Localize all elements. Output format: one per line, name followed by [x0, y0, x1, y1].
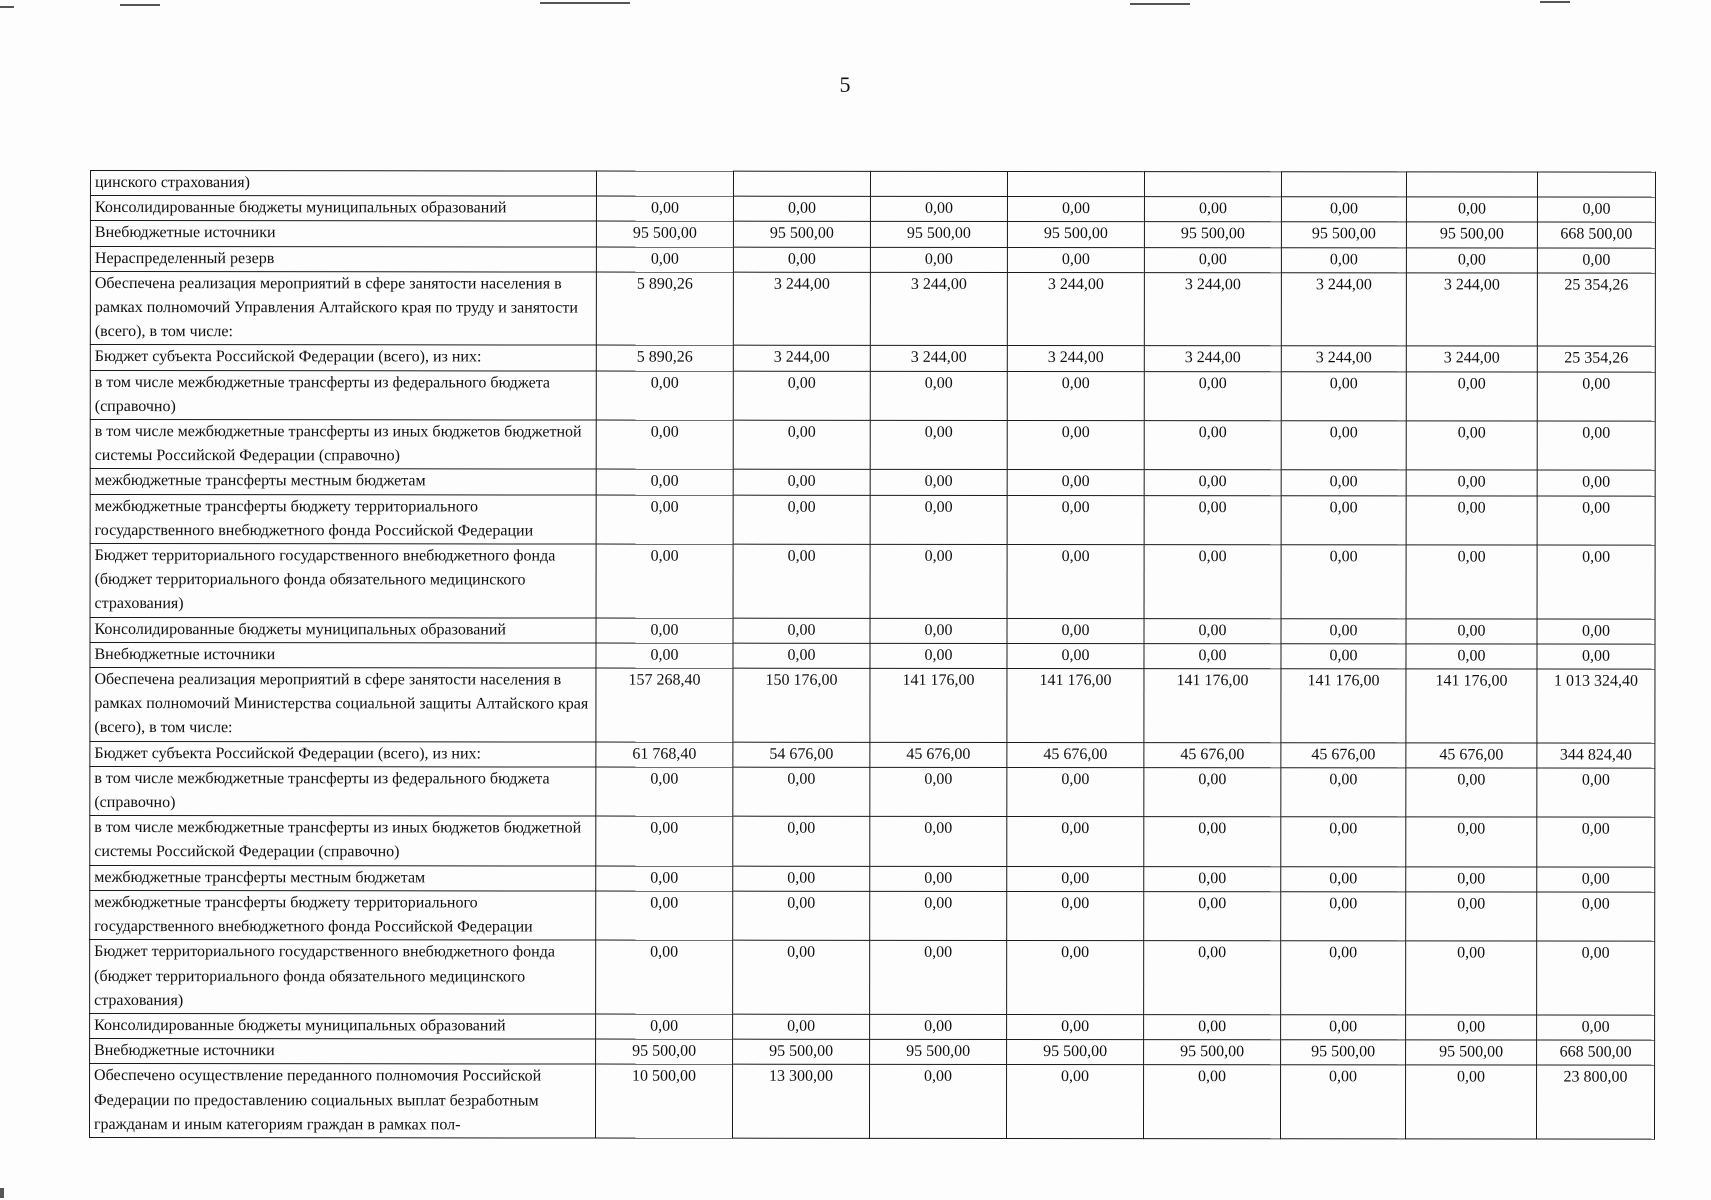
- cell-value: 0,00: [1144, 618, 1281, 643]
- table-row: [89, 1064, 1654, 1139]
- cell-value: 0,00: [733, 1014, 870, 1039]
- cell-value: 0,00: [1406, 197, 1537, 222]
- cell-value: 3 244,00: [733, 272, 870, 346]
- cell-value: 0,00: [870, 197, 1007, 222]
- cell-value: 0,00: [733, 891, 870, 941]
- cell-value: 0,00: [1144, 470, 1281, 495]
- cell-value: 95 500,00: [1007, 222, 1144, 247]
- cell-value: 0,00: [733, 196, 870, 221]
- cell-value: 0,00: [870, 891, 1007, 941]
- cell-value: 61 768,40: [596, 742, 733, 767]
- cell-total: 25 354,26: [1537, 273, 1655, 347]
- cell-value: 95 500,00: [1406, 1040, 1537, 1065]
- cell-total: 0,00: [1537, 470, 1655, 495]
- cell-value: 0,00: [870, 643, 1007, 668]
- cell-value: 0,00: [1406, 372, 1537, 422]
- cell-value: 0,00: [870, 247, 1007, 272]
- cell-value: 0,00: [1406, 545, 1537, 619]
- cell-value: 0,00: [596, 1014, 733, 1039]
- cell-value: 0,00: [1007, 866, 1144, 891]
- cell-value: 45 676,00: [1007, 742, 1144, 767]
- row-label: Внебюджетные источники: [90, 1039, 596, 1065]
- row-label: межбюджетные трансферты бюджету территориального государственного внебюджетного фонда Российской Федерации: [90, 890, 596, 940]
- row-label: межбюджетные трансферты местным бюджетам: [90, 469, 596, 495]
- row-label: Бюджет субъекта Российской Федерации (всего), из них:: [90, 741, 596, 767]
- cell-value: 0,00: [596, 371, 733, 421]
- cell-value: 0,00: [733, 618, 870, 643]
- cell-value: [1007, 171, 1144, 196]
- cell-value: 0,00: [870, 544, 1007, 618]
- cell-total: 1 013 324,40: [1537, 669, 1655, 743]
- cell-value: 0,00: [733, 643, 870, 668]
- cell-value: 0,00: [596, 247, 733, 272]
- table-row: [90, 668, 1655, 743]
- cell-value: 0,00: [1007, 420, 1144, 470]
- cell-value: 0,00: [870, 1014, 1007, 1039]
- cell-value: 95 500,00: [870, 1039, 1007, 1064]
- cell-value: 0,00: [1281, 892, 1406, 942]
- cell-total: 23 800,00: [1536, 1065, 1654, 1139]
- cell-total: 344 824,40: [1537, 743, 1655, 768]
- row-label: Бюджет территориального государственного внебюджетного фонда (бюджет территориального фонда обязательного медицинского страхования): [90, 940, 596, 1014]
- table-row: [90, 469, 1655, 496]
- table-row: [90, 890, 1655, 941]
- cell-value: 0,00: [1144, 421, 1281, 471]
- cell-total: 0,00: [1537, 817, 1655, 867]
- cell-value: 0,00: [870, 866, 1007, 891]
- cell-value: 0,00: [1007, 891, 1144, 941]
- table-row: [90, 246, 1655, 273]
- cell-value: 0,00: [733, 470, 870, 495]
- cell-value: 0,00: [1406, 247, 1537, 272]
- cell-value: 0,00: [1406, 619, 1537, 644]
- table-row: [90, 345, 1655, 372]
- cell-value: 0,00: [1144, 371, 1281, 421]
- cell-value: 54 676,00: [733, 742, 870, 767]
- cell-value: 3 244,00: [733, 346, 870, 371]
- cell-value: 3 244,00: [1406, 346, 1537, 371]
- cell-value: 0,00: [1281, 941, 1406, 1015]
- cell-value: 0,00: [1144, 941, 1281, 1015]
- table-row: [90, 617, 1655, 644]
- cell-value: 0,00: [870, 470, 1007, 495]
- cell-total: 0,00: [1537, 619, 1655, 644]
- table-row: [90, 271, 1655, 346]
- row-label: цинского страхования): [90, 171, 596, 197]
- cell-value: 0,00: [1281, 197, 1406, 222]
- cell-value: 141 176,00: [870, 668, 1007, 742]
- cell-value: 95 500,00: [1281, 1040, 1406, 1065]
- table-row: [90, 1039, 1655, 1066]
- cell-total: [1537, 172, 1655, 197]
- cell-value: 3 244,00: [1281, 273, 1406, 347]
- cell-value: 0,00: [1281, 1015, 1406, 1040]
- cell-value: 0,00: [1281, 371, 1406, 421]
- cell-value: 0,00: [1281, 545, 1406, 619]
- table-row: [90, 741, 1655, 768]
- cell-value: 0,00: [1144, 866, 1281, 891]
- cell-value: 0,00: [870, 817, 1007, 867]
- cell-value: 0,00: [733, 371, 870, 421]
- cell-value: 150 176,00: [733, 668, 870, 742]
- cell-total: 0,00: [1537, 644, 1655, 669]
- cell-value: 0,00: [870, 618, 1007, 643]
- cell-value: 0,00: [1007, 495, 1144, 545]
- table-row: [90, 865, 1655, 892]
- table-row: [90, 221, 1655, 248]
- row-label: Консолидированные бюджеты муниципальных образований: [90, 617, 596, 643]
- cell-value: 0,00: [733, 495, 870, 545]
- cell-value: 45 676,00: [1144, 742, 1281, 767]
- cell-total: 668 500,00: [1537, 222, 1655, 247]
- cell-value: 0,00: [1406, 496, 1537, 546]
- cell-value: 0,00: [1144, 1015, 1281, 1040]
- cell-value: 0,00: [1007, 470, 1144, 495]
- cell-value: 95 500,00: [596, 1039, 733, 1064]
- row-label: Консолидированные бюджеты муниципальных образований: [90, 1013, 596, 1039]
- cell-value: 0,00: [733, 420, 870, 470]
- cell-value: 0,00: [870, 767, 1007, 817]
- cell-value: 0,00: [1406, 768, 1537, 818]
- cell-value: [1281, 172, 1406, 197]
- cell-value: 0,00: [1281, 470, 1406, 495]
- cell-value: 0,00: [1281, 618, 1406, 643]
- cell-value: 0,00: [1406, 867, 1537, 892]
- cell-value: 0,00: [596, 544, 733, 618]
- table-row: [90, 171, 1655, 198]
- cell-value: 45 676,00: [1406, 743, 1537, 768]
- cell-value: 3 244,00: [1144, 346, 1281, 371]
- row-label: Консолидированные бюджеты муниципальных образований: [90, 196, 596, 222]
- cell-value: 0,00: [596, 816, 733, 866]
- cell-value: 0,00: [1406, 941, 1537, 1015]
- cell-value: 10 500,00: [595, 1064, 732, 1138]
- cell-value: 0,00: [1281, 247, 1406, 272]
- table-row: [90, 1013, 1655, 1040]
- cell-value: 0,00: [596, 469, 733, 494]
- cell-value: 0,00: [870, 495, 1007, 545]
- cell-value: 0,00: [596, 618, 733, 643]
- cell-value: 141 176,00: [1281, 669, 1406, 743]
- budget-table: [89, 170, 1656, 1140]
- cell-value: 0,00: [596, 891, 733, 941]
- table-row: [90, 370, 1655, 421]
- cell-value: 0,00: [1007, 197, 1144, 222]
- cell-value: 0,00: [596, 767, 733, 817]
- cell-value: 0,00: [870, 941, 1007, 1015]
- cell-value: 0,00: [1144, 495, 1281, 545]
- cell-value: 141 176,00: [1144, 669, 1281, 743]
- cell-value: 0,00: [1144, 643, 1281, 668]
- cell-value: 0,00: [733, 544, 870, 618]
- cell-value: [870, 171, 1007, 196]
- row-label: Бюджет территориального государственного внебюджетного фонда (бюджет территориального фонда обязательного медицинского страхования): [90, 544, 596, 618]
- cell-value: 5 890,26: [596, 345, 733, 370]
- cell-value: 0,00: [1406, 892, 1537, 942]
- cell-value: 0,00: [596, 643, 733, 668]
- page-number: 5: [839, 72, 851, 97]
- cell-value: 0,00: [596, 495, 733, 545]
- cell-total: 25 354,26: [1537, 346, 1655, 371]
- cell-value: 0,00: [1144, 767, 1281, 817]
- cell-value: 0,00: [1406, 421, 1537, 471]
- cell-value: 0,00: [1281, 644, 1406, 669]
- cell-value: 5 890,26: [596, 272, 733, 346]
- cell-total: 0,00: [1537, 1015, 1655, 1040]
- cell-value: 0,00: [1406, 470, 1537, 495]
- cell-value: 0,00: [733, 940, 870, 1014]
- cell-total: 0,00: [1537, 892, 1655, 942]
- row-label: Обеспечено осуществление переданного полномочия Российской Федерации по предоставлению социальных выплат безработным гражданам и иным категориям граждан в рамках пол-: [89, 1064, 595, 1138]
- cell-value: 0,00: [1007, 618, 1144, 643]
- table-row: [90, 544, 1655, 619]
- cell-total: 668 500,00: [1537, 1040, 1655, 1065]
- cell-value: 0,00: [596, 196, 733, 221]
- cell-value: 0,00: [1007, 941, 1144, 1015]
- row-label: в том числе межбюджетные трансферты из федерального бюджета (справочно): [90, 370, 596, 420]
- cell-value: 0,00: [870, 420, 1007, 470]
- row-label: в том числе межбюджетные трансферты из иных бюджетов бюджетной системы Российской Федерации (справочно): [90, 816, 596, 866]
- cell-value: 0,00: [1406, 817, 1537, 867]
- cell-value: 95 500,00: [1406, 222, 1537, 247]
- row-label: Нераспределенный резерв: [90, 246, 596, 272]
- cell-total: 0,00: [1537, 421, 1655, 471]
- cell-value: 0,00: [1007, 371, 1144, 421]
- cell-value: 0,00: [869, 1065, 1006, 1139]
- cell-total: 0,00: [1537, 197, 1655, 222]
- cell-value: 0,00: [1007, 643, 1144, 668]
- row-label: в том числе межбюджетные трансферты из иных бюджетов бюджетной системы Российской Федерации (справочно): [90, 420, 596, 470]
- cell-value: 95 500,00: [870, 222, 1007, 247]
- cell-value: 13 300,00: [732, 1064, 869, 1138]
- cell-total: 0,00: [1537, 496, 1655, 546]
- cell-value: [1406, 172, 1537, 197]
- cell-value: 0,00: [596, 940, 733, 1014]
- row-label: Внебюджетные источники: [90, 642, 596, 668]
- cell-value: 0,00: [1281, 768, 1406, 818]
- cell-value: 0,00: [870, 371, 1007, 421]
- cell-value: 3 244,00: [1144, 272, 1281, 346]
- cell-total: 0,00: [1537, 768, 1655, 818]
- cell-value: 0,00: [1144, 817, 1281, 867]
- cell-value: 95 500,00: [1281, 222, 1406, 247]
- cell-value: 95 500,00: [733, 222, 870, 247]
- cell-value: 3 244,00: [1007, 272, 1144, 346]
- cell-value: 0,00: [1007, 247, 1144, 272]
- cell-value: 0,00: [596, 420, 733, 470]
- cell-total: 0,00: [1537, 545, 1655, 619]
- cell-value: 45 676,00: [870, 742, 1007, 767]
- cell-value: 95 500,00: [1144, 222, 1281, 247]
- cell-value: 0,00: [1143, 1065, 1280, 1139]
- row-label: в том числе межбюджетные трансферты из федерального бюджета (справочно): [90, 766, 596, 816]
- row-label: Обеспечена реализация мероприятий в сфере занятости населения в рамках полномочий Министерства социальной защиты Алтайского края (всего), в том числе:: [90, 668, 596, 742]
- cell-value: 0,00: [733, 866, 870, 891]
- cell-value: 95 500,00: [1007, 1040, 1144, 1065]
- table-row: [90, 642, 1655, 669]
- cell-value: 3 244,00: [1007, 346, 1144, 371]
- cell-value: 0,00: [1007, 545, 1144, 619]
- table-row: [90, 940, 1655, 1015]
- row-label: Бюджет субъекта Российской Федерации (всего), из них:: [90, 345, 596, 371]
- table-row: [90, 816, 1655, 867]
- cell-value: 141 176,00: [1406, 669, 1537, 743]
- cell-value: 45 676,00: [1281, 742, 1406, 767]
- cell-value: [596, 171, 733, 196]
- cell-value: 3 244,00: [870, 272, 1007, 346]
- cell-value: [1144, 172, 1281, 197]
- cell-value: 95 500,00: [1144, 1040, 1281, 1065]
- cell-value: 0,00: [1144, 197, 1281, 222]
- table-row: [90, 420, 1655, 471]
- cell-value: 0,00: [1406, 1015, 1537, 1040]
- cell-value: 0,00: [1144, 247, 1281, 272]
- cell-value: 0,00: [1144, 545, 1281, 619]
- row-label: межбюджетные трансферты бюджету территориального государственного внебюджетного фонда Российской Федерации: [90, 494, 596, 544]
- cell-value: 0,00: [1281, 866, 1406, 891]
- cell-value: [733, 171, 870, 196]
- cell-value: 0,00: [1405, 1065, 1536, 1139]
- cell-total: 0,00: [1537, 372, 1655, 422]
- cell-total: 0,00: [1537, 867, 1655, 892]
- row-label: межбюджетные трансферты местным бюджетам: [90, 865, 596, 891]
- cell-value: 0,00: [1007, 1014, 1144, 1039]
- table-row: [90, 196, 1655, 223]
- cell-total: 0,00: [1537, 248, 1655, 273]
- table-row: [90, 766, 1655, 817]
- cell-value: 141 176,00: [1007, 669, 1144, 743]
- cell-value: 0,00: [733, 767, 870, 817]
- table-body: [89, 171, 1655, 1140]
- cell-value: 0,00: [596, 866, 733, 891]
- cell-value: 95 500,00: [596, 221, 733, 246]
- cell-value: 3 244,00: [870, 346, 1007, 371]
- cell-value: 0,00: [1280, 1065, 1405, 1139]
- cell-value: 3 244,00: [1281, 346, 1406, 371]
- cell-value: 0,00: [1006, 1065, 1143, 1139]
- cell-value: 0,00: [1144, 891, 1281, 941]
- cell-value: 3 244,00: [1406, 273, 1537, 347]
- row-label: Обеспечена реализация мероприятий в сфере занятости населения в рамках полномочий Управления Алтайского края по труду и занятости (всего), в том числе:: [90, 271, 596, 345]
- cell-value: 0,00: [1281, 495, 1406, 545]
- cell-value: 0,00: [733, 816, 870, 866]
- cell-total: 0,00: [1537, 941, 1655, 1015]
- cell-value: 0,00: [733, 247, 870, 272]
- cell-value: 0,00: [1007, 767, 1144, 817]
- row-label: Внебюджетные источники: [90, 221, 596, 247]
- cell-value: 157 268,40: [596, 668, 733, 742]
- cell-value: 0,00: [1406, 644, 1537, 669]
- budget-table-container: [89, 170, 1655, 1140]
- cell-value: 0,00: [1281, 421, 1406, 471]
- cell-value: 95 500,00: [733, 1039, 870, 1064]
- table-row: [90, 494, 1655, 545]
- cell-value: 0,00: [1007, 817, 1144, 867]
- cell-value: 0,00: [1281, 817, 1406, 867]
